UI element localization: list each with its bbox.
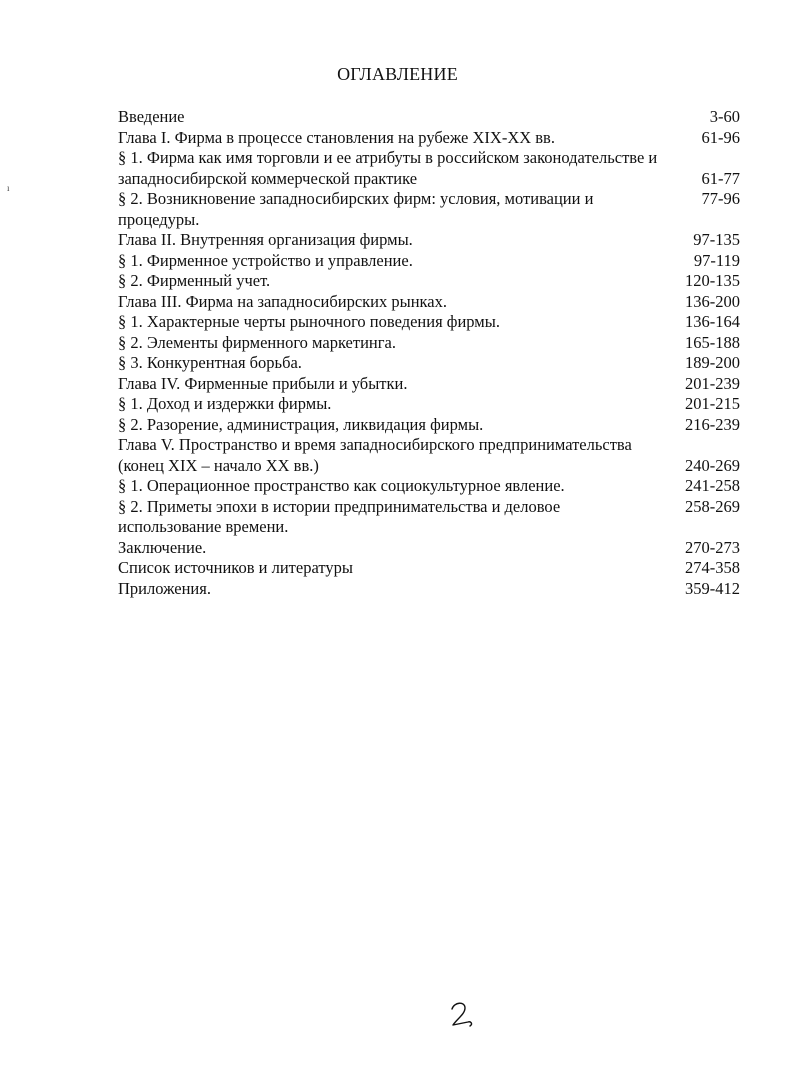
toc-entry-pages: 61-77 bbox=[701, 168, 740, 188]
table-of-contents bbox=[118, 107, 740, 599]
toc-entry-chapter-2-section-1 bbox=[118, 251, 740, 272]
toc-entry-chapter-2-section-2 bbox=[118, 271, 740, 292]
toc-entry-title: § 3. Конкурентная борьба. bbox=[118, 353, 302, 372]
toc-entry-chapter-1-section-2 bbox=[118, 189, 740, 230]
toc-entry-title: Глава I. Фирма в процессе становления на рубеже XIX-XX вв. bbox=[118, 127, 555, 147]
toc-entry-chapter-2 bbox=[118, 230, 740, 251]
toc-entry-chapter-5 bbox=[118, 435, 740, 476]
toc-entry-title: Заключение. bbox=[118, 537, 207, 557]
toc-entry-title: Список источников и литературы bbox=[118, 558, 353, 577]
toc-entry-pages: 77-96 bbox=[701, 189, 740, 208]
toc-entry-pages: 61-96 bbox=[701, 127, 740, 147]
page-title: ОГЛАВЛЕНИЕ bbox=[337, 64, 458, 84]
toc-entry-title: § 2. Разорение, администрация, ликвидация фирмы. bbox=[118, 414, 484, 434]
toc-entry-title: Глава III. Фирма на западносибирских рынках. bbox=[118, 291, 448, 311]
margin-mark: ı bbox=[7, 183, 10, 193]
toc-entry-chapter-4 bbox=[118, 374, 740, 395]
toc-entry-chapter-3-section-2 bbox=[118, 333, 740, 354]
toc-entry-appendices bbox=[118, 579, 740, 600]
toc-entry-chapter-1-section-1 bbox=[118, 148, 740, 189]
toc-entry-pages: 120-135 bbox=[685, 271, 740, 290]
toc-entry-pages: 359-412 bbox=[685, 578, 740, 598]
toc-entry-introduction bbox=[118, 107, 740, 128]
toc-entry-chapter-4-section-2 bbox=[118, 415, 740, 436]
toc-entry-pages: 3-60 bbox=[709, 107, 740, 126]
handwritten-page-number bbox=[448, 1000, 478, 1030]
toc-entry-title: Глава V. Пространство и время западносибирского предпринимательства (конец XIX – начало XX вв.) bbox=[118, 435, 632, 475]
toc-entry-title: Приложения. bbox=[118, 578, 211, 598]
toc-entry-pages: 240-269 bbox=[685, 455, 740, 475]
toc-entry-chapter-3-section-1 bbox=[118, 312, 740, 333]
toc-entry-pages: 136-200 bbox=[685, 291, 740, 311]
toc-entry-pages: 216-239 bbox=[685, 414, 740, 434]
toc-entry-title: Введение bbox=[118, 107, 185, 126]
toc-entry-title: § 1. Фирменное устройство и управление. bbox=[118, 250, 413, 270]
toc-entry-sources bbox=[118, 558, 740, 579]
toc-entry-title: § 1. Операционное пространство как социокультурное явление. bbox=[118, 476, 565, 495]
toc-entry-title: § 2. Возникновение западносибирских фирм: условия, мотивации и процедуры. bbox=[118, 189, 594, 229]
toc-entry-title: § 2. Фирменный учет. bbox=[118, 271, 271, 290]
toc-entry-pages: 201-215 bbox=[685, 394, 740, 413]
toc-entry-conclusion bbox=[118, 538, 740, 559]
toc-entry-pages: 241-258 bbox=[685, 476, 740, 495]
toc-entry-title: Глава IV. Фирменные прибыли и убытки. bbox=[118, 373, 408, 393]
toc-entry-title: § 2. Элементы фирменного маркетинга. bbox=[118, 332, 396, 352]
toc-entry-chapter-5-section-1 bbox=[118, 476, 740, 497]
toc-entry-pages: 165-188 bbox=[685, 332, 740, 352]
toc-entry-pages: 270-273 bbox=[685, 537, 740, 557]
toc-entry-pages: 201-239 bbox=[685, 373, 740, 393]
toc-entry-chapter-4-section-1 bbox=[118, 394, 740, 415]
toc-entry-pages: 136-164 bbox=[685, 312, 740, 331]
toc-entry-pages: 189-200 bbox=[685, 353, 740, 372]
toc-entry-title: § 1. Характерные черты рыночного поведения фирмы. bbox=[118, 312, 500, 331]
toc-entry-pages: 97-135 bbox=[693, 230, 740, 249]
toc-entry-title: Глава II. Внутренняя организация фирмы. bbox=[118, 230, 413, 249]
toc-entry-chapter-1 bbox=[118, 128, 740, 149]
toc-entry-title: § 1. Фирма как имя торговли и ее атрибуты в российском законодательстве и западносибирской коммерческой практике bbox=[118, 148, 658, 188]
toc-entry-pages: 274-358 bbox=[685, 558, 740, 577]
toc-entry-chapter-3-section-3 bbox=[118, 353, 740, 374]
toc-entry-title: § 2. Приметы эпохи в истории предпринимательства и деловое использование времени. bbox=[118, 496, 561, 536]
toc-entry-chapter-3 bbox=[118, 292, 740, 313]
toc-entry-pages: 97-119 bbox=[693, 250, 740, 270]
toc-entry-chapter-5-section-2 bbox=[118, 497, 740, 538]
toc-entry-pages: 258-269 bbox=[685, 496, 740, 516]
toc-entry-title: § 1. Доход и издержки фирмы. bbox=[118, 394, 332, 413]
